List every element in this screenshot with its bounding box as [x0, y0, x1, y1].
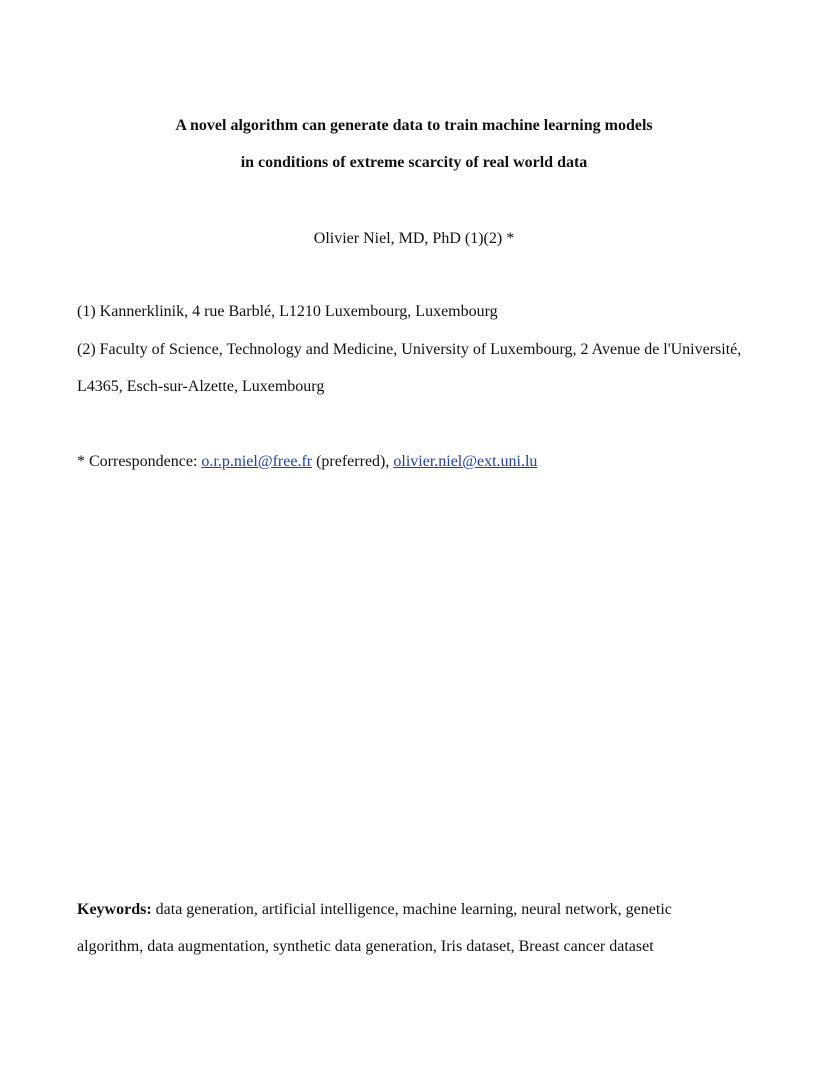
keywords-line-1	[77, 900, 672, 920]
correspondence-note: (preferred),	[312, 453, 394, 470]
keywords-text-1: data generation, artificial intelligence, machine learning, neural network, genetic	[151, 901, 672, 918]
correspondence-line	[77, 452, 537, 472]
title-line-1: A novel algorithm can generate data to train machine learning models	[175, 117, 653, 134]
keywords-line-2: algorithm, data augmentation, synthetic data generation, Iris dataset, Breast cancer dataset	[77, 938, 654, 955]
author-line: Olivier Niel, MD, PhD (1)(2) *	[313, 230, 515, 247]
affiliation-2-line-1: (2) Faculty of Science, Technology and Medicine, University of Luxembourg, 2 Avenue de l'Université,	[77, 341, 742, 358]
email-link-primary[interactable]: o.r.p.niel@free.fr	[201, 453, 313, 470]
affiliation-2-line-2: L4365, Esch-sur-Alzette, Luxembourg	[77, 378, 325, 395]
affiliation-1: (1) Kannerklinik, 4 rue Barblé, L1210 Luxembourg, Luxembourg	[77, 303, 498, 320]
keywords-label: Keywords:	[77, 901, 152, 918]
email-link-secondary[interactable]: olivier.niel@ext.uni.lu	[393, 453, 538, 470]
correspondence-label: * Correspondence:	[77, 453, 202, 470]
title-line-2: in conditions of extreme scarcity of real world data	[240, 154, 588, 171]
